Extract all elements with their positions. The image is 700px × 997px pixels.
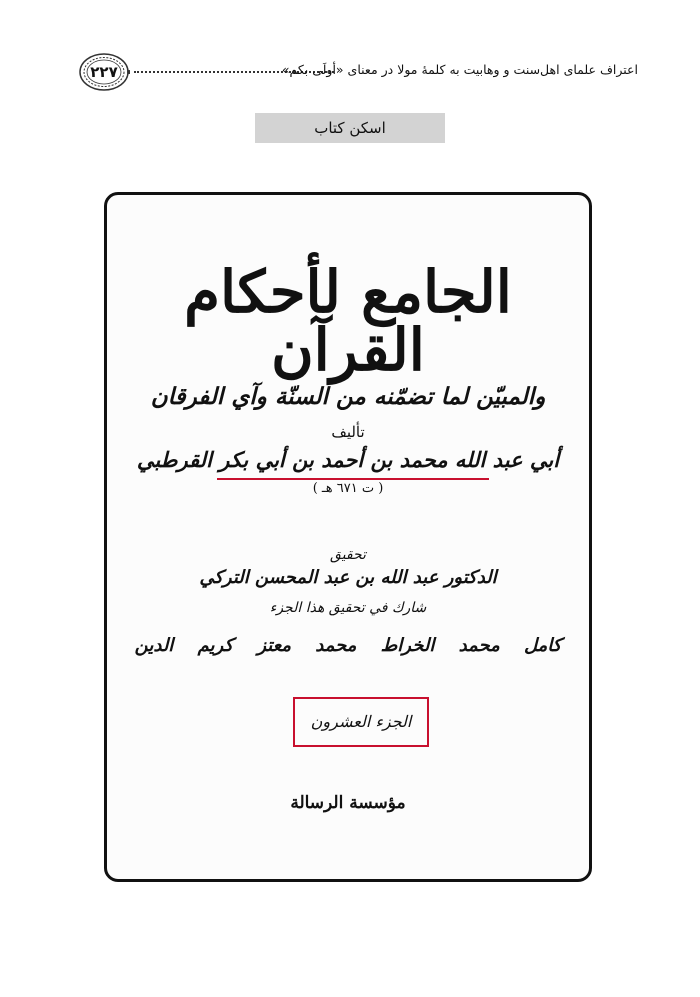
author-label: تأليف [331,423,365,441]
publisher: مؤسسة الرسالة [290,793,406,813]
figure-caption: اسکن کتاب [255,113,445,143]
author-name: أبي عبد الله محمد بن أحمد بن أبي بكر القرطبي [136,447,560,472]
page-number: ۲۲۷ [90,63,118,81]
book-title: الجامع لأحكام القرآن [184,258,512,384]
author-underline [217,478,489,480]
death-date: ( ت ٦٧١ هـ ) [312,481,384,496]
tahqiq-label: تحقيق [330,547,366,563]
book-subtitle: والمبيّن لما تضمّنه من السنّة وآي الفرقان [150,383,546,410]
volume-label: الجزء العشرون [293,697,429,747]
book-scan [104,192,592,882]
editor-name: الدكتور عبد الله بن عبد المحسن التركي [199,567,497,588]
co-editors: كامل محمد الخراط محمد معتز كريم الدين [134,635,562,656]
participated-label: شارك في تحقيق هذا الجزء [269,600,427,616]
page-header [78,52,638,92]
running-title: اعتراف علمای اهل‌سنت و وهابیت به کلمهٔ مولا در معنای «أولَی بکم» [281,62,638,77]
